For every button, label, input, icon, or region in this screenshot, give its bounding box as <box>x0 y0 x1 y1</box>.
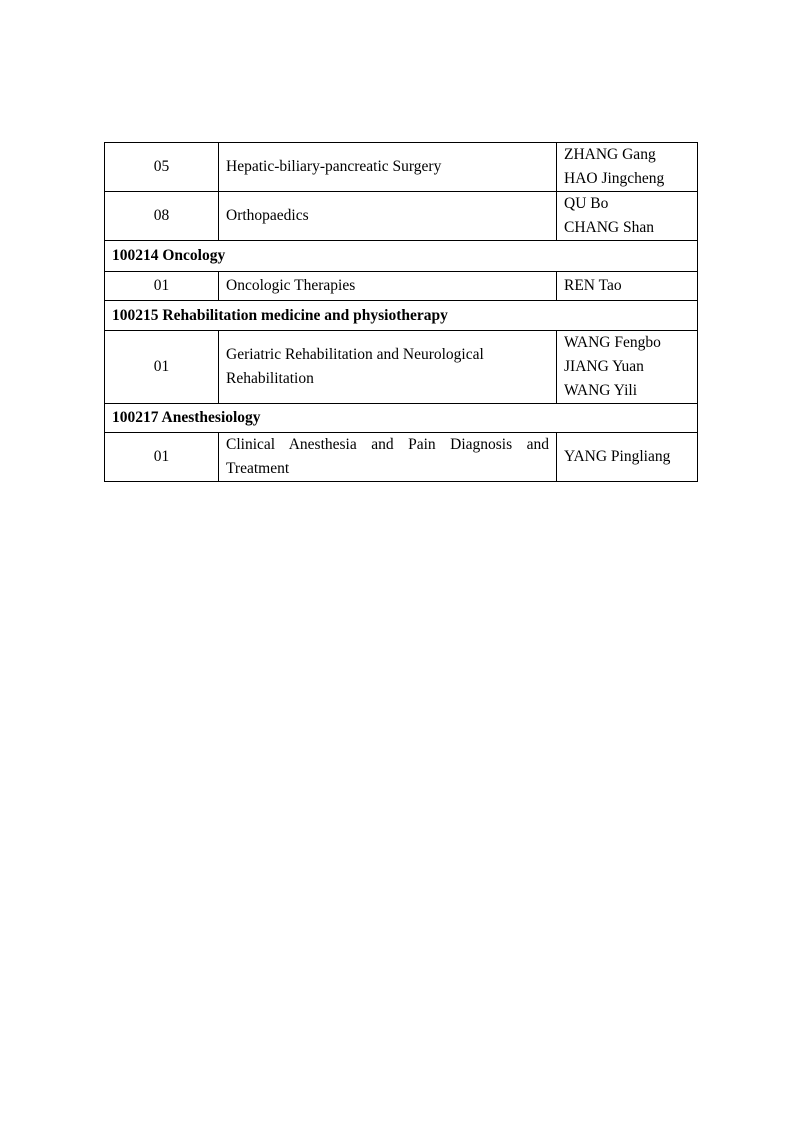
table-row <box>105 143 698 192</box>
supervisor-name: ZHANG Gang <box>564 146 656 163</box>
research-direction: Clinical Anesthesia and Pain Diagnosis and Treatment <box>219 433 557 482</box>
supervisor-name: WANG Fengbo <box>564 334 661 351</box>
section-title: 100217 Anesthesiology <box>105 404 698 433</box>
direction-code: 08 <box>105 192 219 241</box>
direction-code: 01 <box>105 433 219 482</box>
research-direction: Oncologic Therapies <box>219 272 557 301</box>
direction-text: Geriatric Rehabilitation and Neurological Rehabilitation <box>226 346 484 387</box>
supervisor-name: HAO Jingcheng <box>564 170 665 187</box>
research-direction <box>219 331 557 404</box>
direction-code: 05 <box>105 143 219 192</box>
table-row <box>105 272 698 301</box>
supervisor-list <box>557 143 698 192</box>
direction-code: 01 <box>105 272 219 301</box>
section-title: 100215 Rehabilitation medicine and physiotherapy <box>105 301 698 331</box>
section-row <box>105 241 698 272</box>
table-row <box>105 192 698 241</box>
program-table <box>104 142 698 482</box>
supervisor-name: YANG Pingliang <box>564 448 671 465</box>
supervisor-list <box>557 272 698 301</box>
supervisor-list <box>557 192 698 241</box>
table-row <box>105 331 698 404</box>
supervisor-name: JIANG Yuan <box>564 358 644 375</box>
section-row <box>105 404 698 433</box>
supervisor-name: QU Bo <box>564 195 609 212</box>
research-direction: Hepatic-biliary-pancreatic Surgery <box>219 143 557 192</box>
direction-code: 01 <box>105 331 219 404</box>
table-row <box>105 433 698 482</box>
section-row <box>105 301 698 331</box>
supervisor-list <box>557 433 698 482</box>
supervisor-name: WANG Yili <box>564 382 638 399</box>
section-title: 100214 Oncology <box>105 241 698 272</box>
supervisor-list <box>557 331 698 404</box>
supervisor-name: CHANG Shan <box>564 219 654 236</box>
research-direction: Orthopaedics <box>219 192 557 241</box>
supervisor-name: REN Tao <box>564 277 622 294</box>
